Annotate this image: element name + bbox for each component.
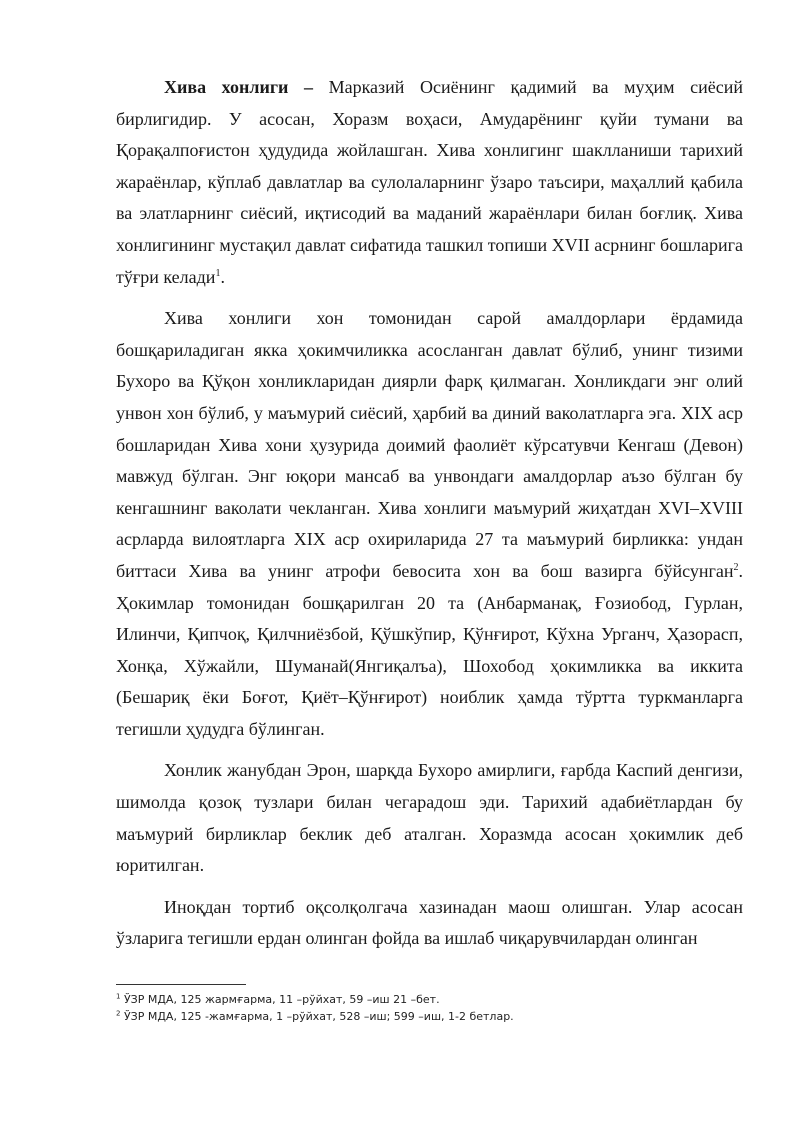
heading-term: Хива хонлиги – [164,77,313,97]
footnote-2 [116,1008,743,1025]
paragraph-1-text: Марказий Осиёнинг қадимий ва муҳим сиёсий бирлигидир. У асосан, Хоразм воҳаси, Амударёнинг қуйи тумани ва Қорақалпоғистон ҳудудида жойлашган. Хива хонлигинг шаклланиши тарихий жараёнлар, кўплаб давлатлар ва сулолаларнинг ўзаро таъсири, маҳаллий қабила ва элатларнинг сиёсий, иқтисодий ва маданий жараёнлари билан боғлиқ. Хива хонлигининг мустақил давлат сифатида ташкил топиши XVII асрнинг бошларига тўғри келади [116,77,743,287]
footnote-ref-1[interactable]: 1 [215,267,221,279]
paragraph-4 [116,892,743,955]
footnote-separator [116,984,246,985]
paragraph-3-text: Хонлик жанубдан Эрон, шарқда Бухоро амирлиги, ғарбда Каспий денгизи, шимолда қозоқ тузлари билан чегарадош эди. Тарихий адабиётлардан бу маъмурий бирликлар беклик деб аталган. Хоразмда асосан ҳокимлик деб юритилган. [116,760,743,876]
paragraph-2 [116,303,743,745]
footnote-2-text: ЎЗР МДА, 125 -жамғарма, 1 –рўйхат, 528 –иш; 599 –иш, 1-2 бетлар. [120,1010,514,1023]
paragraph-1-tail: . [220,266,225,287]
footnote-1 [116,991,743,1008]
paragraph-1 [116,72,743,293]
footnote-mark-2: 2 [116,1009,121,1018]
footnote-ref-2[interactable]: 2 [733,561,739,573]
paragraph-3 [116,755,743,881]
body-text [116,72,743,965]
paragraph-2-text: Хива хонлиги хон томонидан сарой амалдорлари ёрдамида бошқариладиган якка ҳокимчиликка асосланган давлат бўлиб, унинг тизими Бухоро ва Қўқон хонликларидан диярли фарқ қилмаган. Хонликдаги энг олий унвон хон бўлиб, у маъмурий сиёсий, ҳарбий ва диний ваколатларга эга. XIX аср бошларидан Хива хони ҳузурида доимий фаолиёт кўрсатувчи Кенгаш (Девон) мавжуд бўлган. Энг юқори мансаб ва унвондаги амалдорлар аъзо бўлган бу кенгашнинг ваколати чекланган. Хива хонлиги маъмурий жиҳатдан XVI–XVIII асрларда вилоятларга XIX аср охириларида 27 та маъмурий бирликка: ундан биттаси Хива ва унинг атрофи бевосита хон ва бош вазирга бўйсунган [116,308,743,581]
paragraph-4-text: Иноқдан тортиб оқсолқолгача хазинадан маош олишган. Улар асосан ўзларига тегишли ердан олинган фойда ва ишлаб чиқарувчилардан олинган [116,896,743,949]
footnote-1-text: ЎЗР МДА, 125 жармғарма, 11 –рўйхат, 59 –иш 21 –бет. [120,993,440,1006]
footnotes [116,991,743,1025]
footnote-mark-1: 1 [116,992,121,1001]
paragraph-2-tail: . Ҳокимлар томонидан бошқарилган 20 та (Анбарманақ, Ғозиобод, Гурлан, Илинчи, Қипчоқ, Қилчниёзбой, Қўшкўпир, Қўнғирот, Кўхна Урганч, Ҳазорасп, Хонқа, Хўжайли, Шуманай(Янгиқалъа), Шохобод ҳокимликка ва иккита (Бешариқ ёки Боғот, Қиёт–Қўнғирот) ноиблик ҳамда тўртта туркманларга тегишли ҳудудга бўлинган. [116,560,743,739]
